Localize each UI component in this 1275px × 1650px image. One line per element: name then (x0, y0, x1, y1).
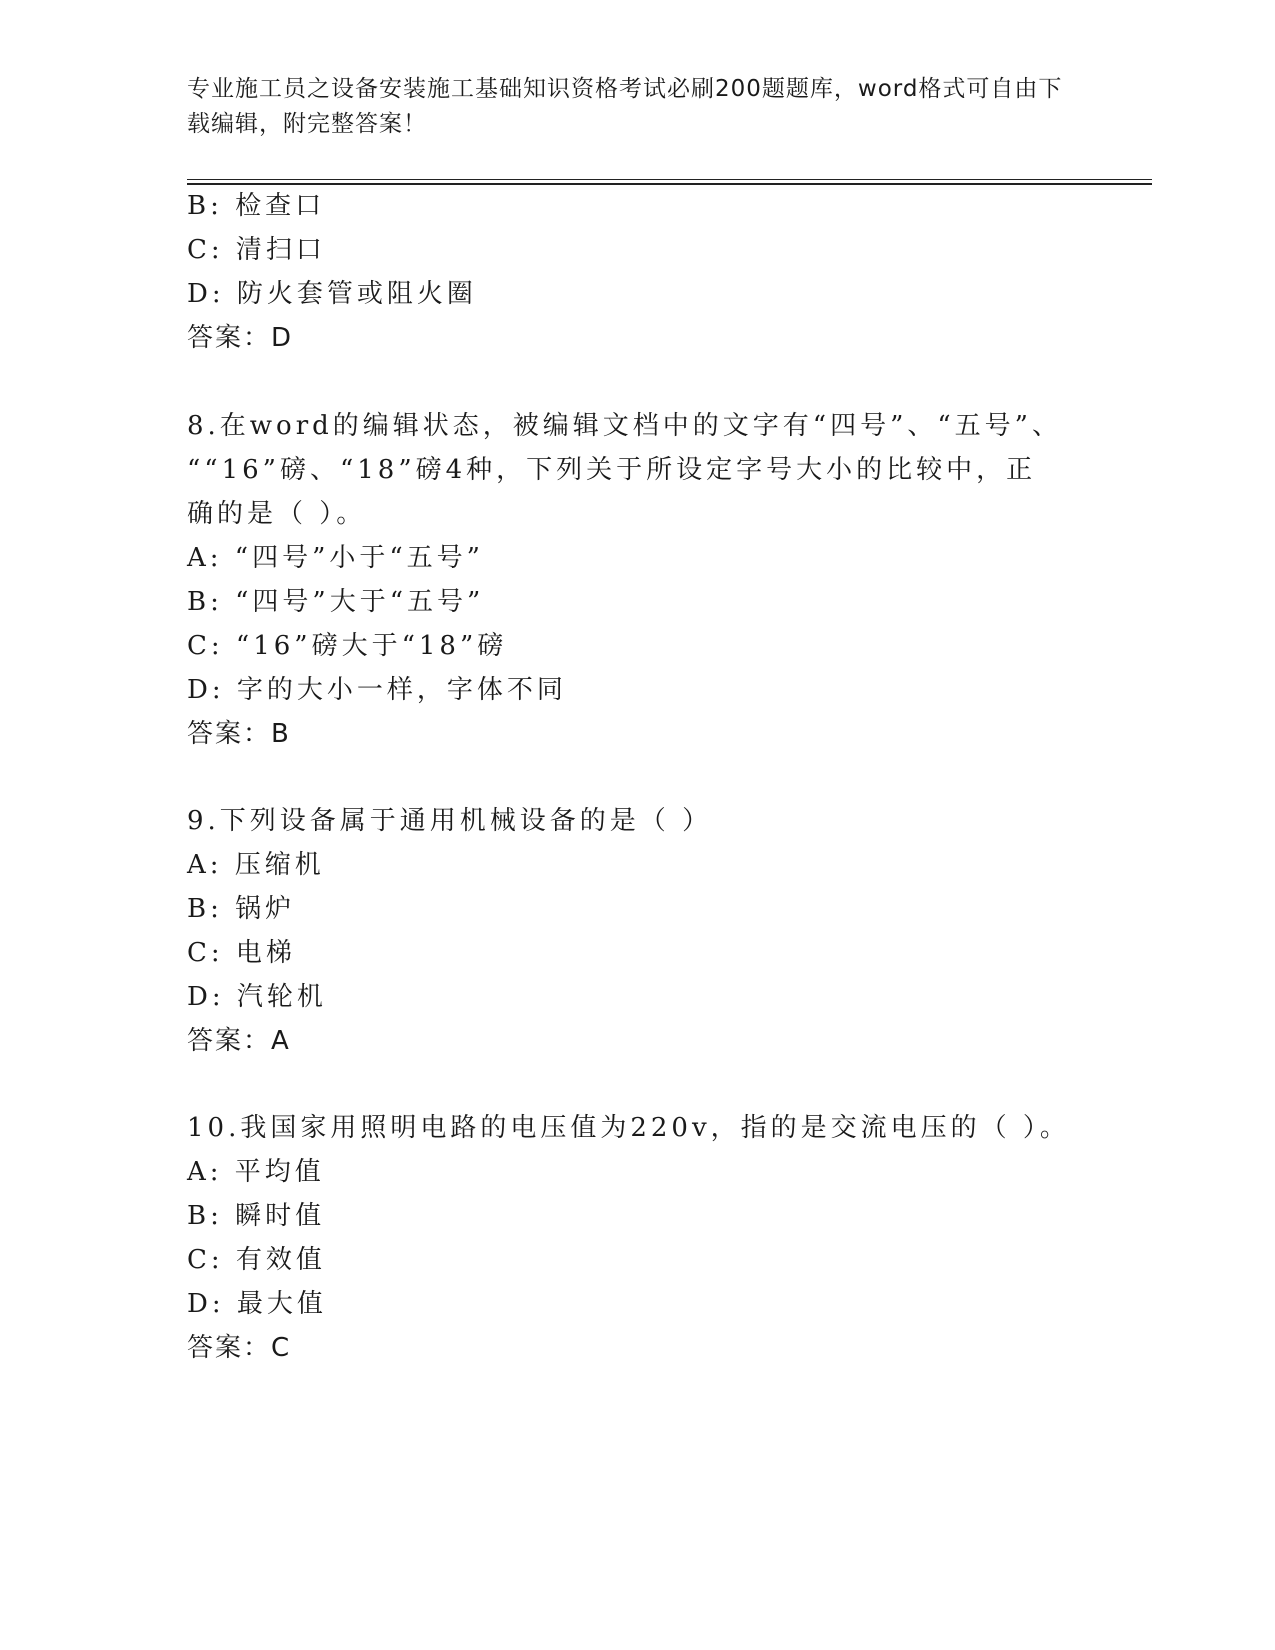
q9-option-c: C: 电梯 (187, 938, 296, 968)
q8-question-line-2: ““16”磅、“18”磅4种，下列关于所设定字号大小的比较中，正 (187, 455, 1037, 485)
q10-option-c: C: 有效值 (187, 1245, 326, 1275)
q9-option-a: A: 压缩机 (187, 850, 325, 880)
q7-option-b: B: 检查口 (187, 191, 326, 221)
q8-option-a: A: “四号”小于“五号” (187, 543, 484, 573)
q10-option-a: A: 平均值 (187, 1157, 325, 1187)
q8-question-line-3: 确的是（ ）。 (187, 499, 367, 529)
q9-answer: 答案：A (187, 1026, 291, 1056)
header-rule-thick (187, 183, 1152, 185)
q10-answer: 答案：C (187, 1333, 292, 1363)
q9-option-d: D: 汽轮机 (187, 982, 327, 1012)
q7-answer: 答案：D (187, 323, 294, 353)
q9-option-b: B: 锅炉 (187, 894, 296, 924)
q9-question: 9.下列设备属于通用机械设备的是（ ） (187, 806, 713, 836)
q10-question: 10.我国家用照明电路的电压值为220v，指的是交流电压的（ ）。 (187, 1113, 1070, 1143)
q7-option-d: D: 防火套管或阻火圈 (187, 279, 477, 309)
q10-option-d: D: 最大值 (187, 1289, 327, 1319)
q8-option-c: C: “16”磅大于“18”磅 (187, 631, 508, 661)
q8-question-line-1: 8.在word的编辑状态，被编辑文档中的文字有“四号”、“五号”、 (187, 411, 1062, 441)
q7-option-c: C: 清扫口 (187, 235, 326, 265)
q10-option-b: B: 瞬时值 (187, 1201, 326, 1231)
document-header-title: 专业施工员之设备安装施工基础知识资格考试必刷200题题库，word格式可自由下载编辑，附完整答案！ (187, 76, 1063, 137)
q8-answer: 答案：B (187, 719, 291, 749)
q8-option-b: B: “四号”大于“五号” (187, 587, 485, 617)
q8-option-d: D: 字的大小一样，字体不同 (187, 675, 567, 705)
header-rule-thin (187, 179, 1152, 180)
